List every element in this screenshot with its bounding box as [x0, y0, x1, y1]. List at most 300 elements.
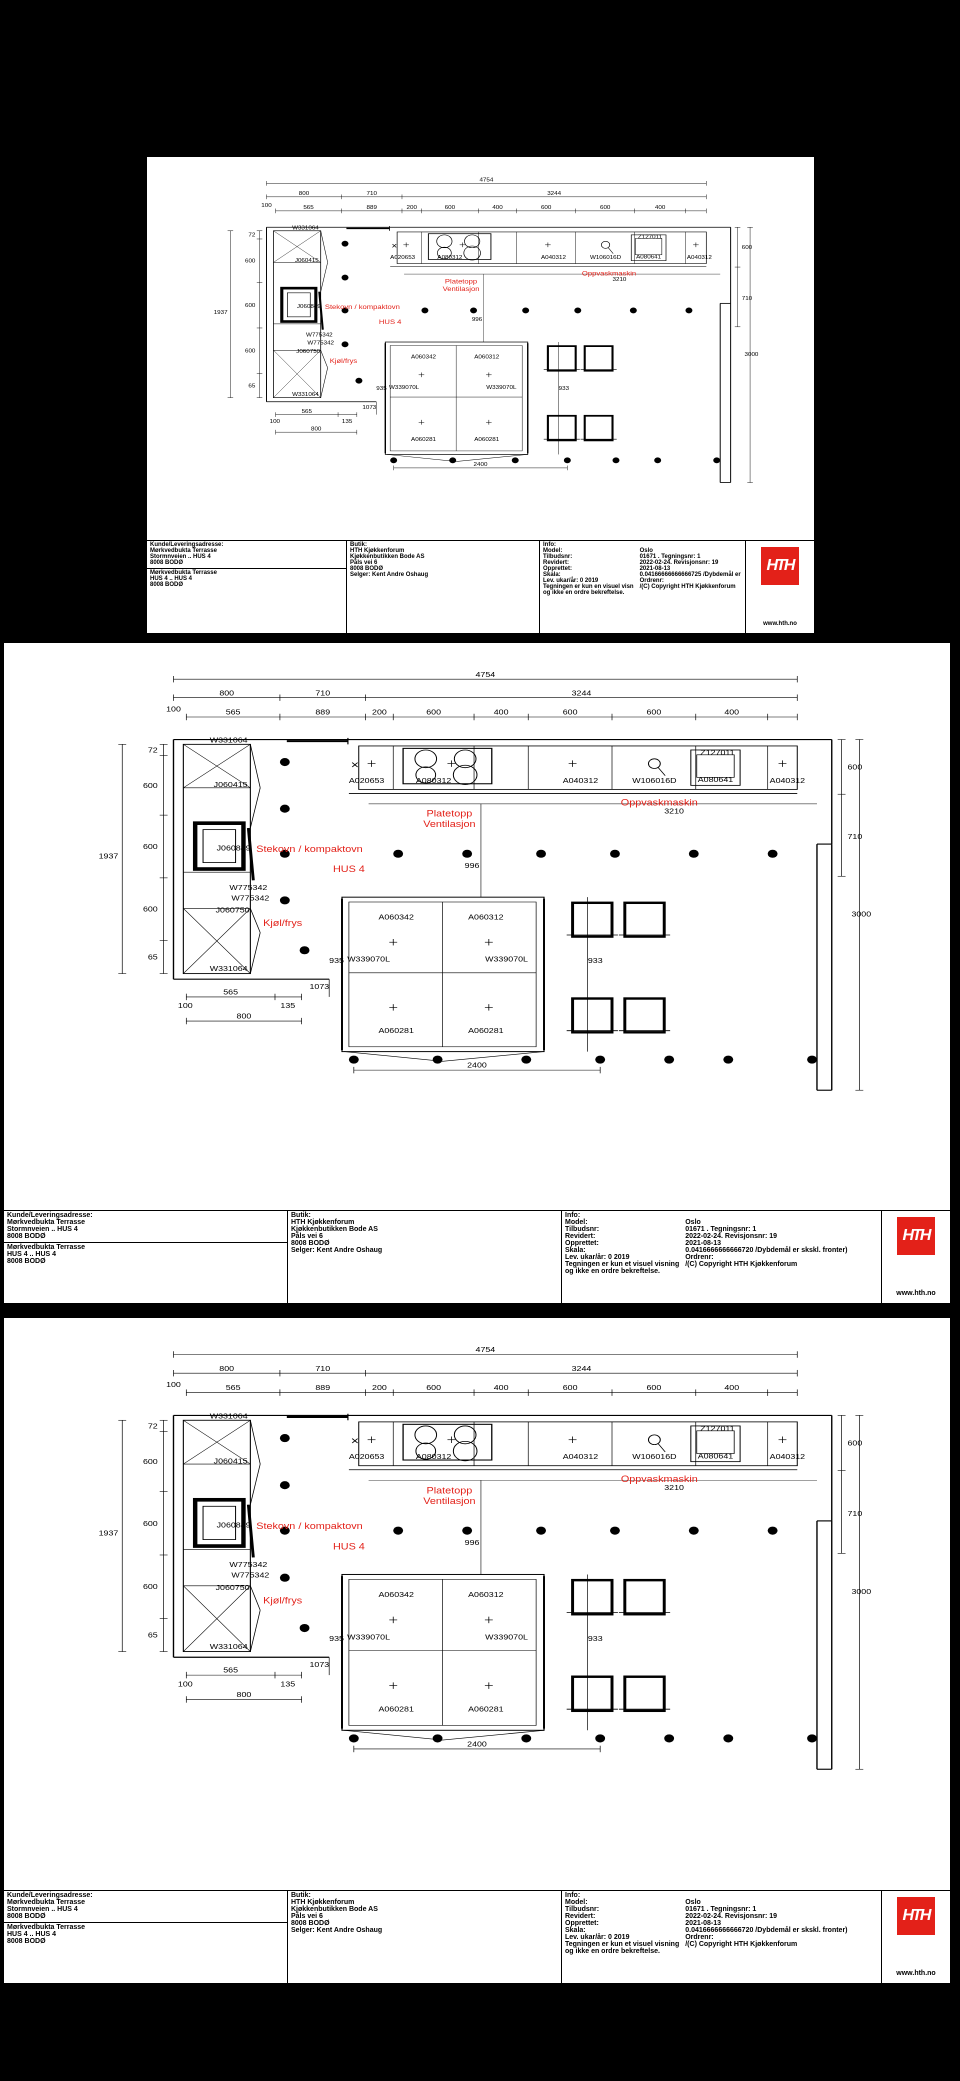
tall-cabinet-column	[183, 1420, 260, 1651]
dim-left-offset: 100	[166, 1380, 181, 1389]
cabinet-code-j060750: J060750	[296, 349, 321, 355]
dim-left-chain: 600	[142, 781, 158, 790]
cabinet-code-a040312: A040312	[686, 255, 712, 261]
dim-bottom-135: 135	[341, 419, 353, 425]
cabinet-code-a020653: A020653	[348, 776, 385, 785]
cabinet-code-w106016d: W106016D	[589, 255, 622, 261]
info-value: 2022-02-24. Revisjonsnr: 19	[685, 1233, 778, 1240]
kitchen-floor-plan	[4, 1318, 950, 1878]
shop-line: HTH Kjøkkenforum	[291, 1219, 355, 1226]
customer-header: Kunde/Leveringsadresse:	[7, 1212, 93, 1219]
spotlight-marker	[807, 1056, 817, 1064]
cabinet-code-a080312: A080312	[437, 255, 463, 261]
cabinet-code-a080641: A080641	[697, 1452, 734, 1461]
spotlight-marker	[574, 307, 581, 313]
note-stekovn: Stekovn / kompaktovn	[256, 1521, 363, 1532]
drawing-sheet-2	[4, 643, 950, 1303]
spotlight-marker	[462, 1527, 472, 1535]
shop-line: HTH Kjøkkenforum	[350, 548, 405, 554]
dim-bottom-565: 565	[301, 409, 313, 415]
note-kjol: Kjøl/frys	[329, 358, 358, 365]
dim-right-upper: 600	[847, 1439, 863, 1448]
cabinet-code-w339070l: W339070L	[347, 1633, 391, 1642]
dim-1073: 1073	[309, 982, 330, 991]
svg-text:×: ×	[391, 241, 398, 251]
info-label: Tegningen er kun en visuel visn	[543, 584, 634, 590]
customer-line: 8008 BODØ	[150, 560, 184, 566]
spotlight-marker	[713, 457, 720, 463]
delivery-line: Mørkvedbukta Terrasse	[150, 570, 217, 576]
dim-left-chain: 72	[147, 746, 158, 755]
cabinet-code-a060312: A060312	[468, 1590, 504, 1599]
spotlight-marker	[807, 1734, 817, 1742]
dim-top-modules: 400	[724, 708, 740, 717]
spotlight-marker	[280, 1481, 290, 1489]
delivery-line: Mørkvedbukta Terrasse	[7, 1244, 86, 1251]
cabinet-code-w106016d: W106016D	[632, 776, 677, 785]
spotlight-marker	[723, 1734, 733, 1742]
spotlight-marker	[613, 457, 620, 463]
note-platetopp: Platetopp	[444, 278, 478, 286]
info-value: 0.0416666666666720 /Dybdemål er skskl. fronter)	[685, 1247, 848, 1254]
delivery-line: HUS 4 .. HUS 4	[7, 1251, 57, 1258]
dim-top-modules: 600	[562, 708, 578, 717]
cabinet-code-j060849: J060849	[216, 1521, 251, 1530]
cabinet-code-a060312: A060312	[474, 354, 500, 361]
shop-line: Selger: Kent Andre Oshaug	[350, 572, 429, 578]
cabinet-code-a040312: A040312	[540, 255, 566, 261]
cabinet-code-w339070l: W339070L	[388, 385, 420, 391]
spotlight-marker	[521, 1056, 531, 1064]
info-value: Oslo	[639, 548, 653, 554]
hth-logo	[897, 1897, 935, 1935]
dim-top-modules: 600	[444, 205, 456, 211]
cabinet-code-a020653: A020653	[390, 255, 416, 261]
spotlight-marker	[433, 1056, 443, 1064]
dim-top-modules: 889	[315, 708, 331, 717]
dim-right-upper: 600	[847, 763, 863, 772]
spotlight-marker	[300, 946, 310, 954]
delivery-line: Mørkvedbukta Terrasse	[7, 1924, 86, 1931]
cabinet-code-j060849: J060849	[296, 304, 321, 310]
shop-header: Butik:	[291, 1892, 311, 1899]
cabinet-code-a060312: A060312	[468, 913, 504, 922]
info-value: 2021-08-13	[639, 566, 671, 572]
dim-left-chain: 600	[142, 1582, 158, 1591]
dim-right-total: 3000	[851, 910, 872, 919]
dim-top-modules: 600	[426, 1383, 442, 1393]
delivery-line: HUS 4 .. HUS 4	[7, 1931, 57, 1938]
cabinet-code-a060281: A060281	[468, 1705, 504, 1714]
cabinet-code-a060342: A060342	[378, 1590, 414, 1599]
info-label: Lev. ukar/år: 0 2019	[543, 578, 599, 584]
drawing-sheet-3	[4, 1318, 950, 1983]
dim-bottom-565: 565	[223, 1666, 239, 1675]
dim-top-modules: 600	[562, 1383, 578, 1393]
cabinet-code-w775342: W775342	[231, 1571, 270, 1580]
spotlight-marker	[462, 850, 472, 858]
dim-island-right: 933	[587, 1634, 603, 1643]
dim-left-chain: 72	[147, 1422, 158, 1431]
customer-line: Mørkvedbukta Terrasse	[150, 548, 217, 554]
dim-bottom-800: 800	[236, 1690, 252, 1699]
dim-top-modules: 565	[303, 205, 314, 211]
note-kjol: Kjøl/frys	[263, 918, 303, 929]
shop-line: 8008 BODØ	[291, 1920, 330, 1927]
note-hus: HUS 4	[332, 865, 365, 875]
drawing-sheet-1	[147, 157, 814, 633]
info-value: /(C) Copyright HTH Kjøkkenforum	[639, 584, 736, 590]
cabinet-code-w331064: W331064	[209, 1642, 248, 1651]
dim-left-chain: 65	[147, 953, 158, 962]
dim-island-left: 935	[329, 1634, 344, 1643]
customer-column	[147, 541, 347, 633]
customer-header: Kunde/Leveringsadresse:	[150, 542, 224, 548]
svg-text:×: ×	[350, 758, 359, 772]
customer-line: Mørkvedbukta Terrasse	[7, 1899, 86, 1906]
spotlight-marker	[521, 1734, 531, 1742]
spotlight-marker	[768, 850, 778, 858]
dim-right-total: 3000	[744, 352, 759, 358]
cabinet-code-w775342: W775342	[231, 894, 270, 903]
spotlight-marker	[393, 1527, 403, 1535]
spotlight-marker	[768, 1527, 778, 1535]
cabinet-code-a080641: A080641	[697, 775, 734, 784]
title-block	[4, 1890, 950, 1983]
note-oppvaskmaskin: Oppvaskmaskin	[620, 798, 698, 809]
info-value: 01671 . Tegningsnr: 1	[639, 554, 701, 560]
delivery-line: HUS 4 .. HUS 4	[150, 576, 193, 582]
cabinet-code-w339070l: W339070L	[485, 955, 528, 964]
dim-top-modules: 200	[372, 1383, 387, 1393]
info-label: Model:	[565, 1219, 588, 1226]
spotlight-marker	[610, 1527, 620, 1535]
cabinet-code-j060415: J060415	[213, 1456, 248, 1466]
note-hus: HUS 4	[378, 319, 402, 326]
delivery-line: 8008 BODØ	[7, 1258, 46, 1265]
dim-total-width: 4754	[475, 670, 496, 679]
shop-line: 8008 BODØ	[291, 1240, 330, 1247]
hth-logo	[761, 547, 799, 585]
dim-total-width: 4754	[479, 177, 494, 184]
customer-line: Stormnveien .. HUS 4	[7, 1906, 78, 1913]
tall-cabinet-column	[273, 231, 327, 398]
customer-line: 8008 BODØ	[7, 1233, 46, 1240]
delivery-line: 8008 BODØ	[7, 1938, 46, 1945]
dim-right-mid: 710	[741, 296, 753, 302]
dim-top-split: 800	[219, 1364, 235, 1373]
info-label: Tilbudsnr:	[565, 1906, 600, 1913]
spotlight-marker	[512, 457, 519, 463]
logo-text: HTH	[902, 1227, 930, 1244]
info-label: Skala:	[565, 1927, 586, 1934]
shop-line: Selger: Kent Andre Oshaug	[291, 1247, 383, 1254]
note-oppvaskmaskin: Oppvaskmaskin	[620, 1474, 698, 1485]
cabinet-code-j060750: J060750	[215, 906, 250, 915]
info-label: Lev. ukar/år: 0 2019	[565, 1254, 630, 1261]
dim-top-split: 3244	[571, 1364, 592, 1373]
spotlight-marker	[421, 307, 428, 313]
info-label: Revidert:	[543, 560, 570, 566]
dim-top-modules: 200	[406, 205, 417, 211]
info-value: 2021-08-13	[685, 1240, 722, 1247]
dim-1073: 1073	[309, 1660, 330, 1669]
note-ventilasjon: Ventilasjon	[442, 286, 480, 293]
dim-left-chain: 600	[244, 258, 256, 265]
kitchen-island	[385, 342, 527, 461]
spotlight-marker	[342, 241, 349, 247]
spotlight-marker	[433, 1734, 443, 1742]
dim-island-total: 2400	[467, 1740, 487, 1749]
cabinet-code-j060415: J060415	[294, 258, 319, 264]
spotlight-marker	[355, 378, 362, 384]
shop-header: Butik:	[291, 1212, 311, 1219]
dim-island-right: 933	[587, 956, 603, 965]
info-header: Info:	[565, 1212, 581, 1219]
website: www.hth.no	[763, 621, 797, 627]
spotlight-marker	[470, 307, 477, 313]
note-platetopp: Platetopp	[426, 809, 473, 820]
dim-bottom-800: 800	[310, 426, 322, 433]
shop-line: Kjøkkenbutikken Bode AS	[291, 1226, 378, 1233]
info-label: og ikke en ordre bekreftelse.	[565, 1268, 660, 1275]
dim-top-modules: 600	[646, 708, 662, 717]
chairs	[544, 346, 617, 440]
spotlight-marker	[689, 850, 699, 858]
cabinet-code-w331064: W331064	[209, 1412, 248, 1421]
info-label: Model:	[543, 548, 563, 554]
cabinet-code-w775342: W775342	[229, 883, 268, 892]
dim-left-chain: 600	[244, 303, 256, 309]
dim-island-left: 935	[376, 386, 387, 392]
cabinet-code-a080312: A080312	[415, 1452, 452, 1462]
info-value: 2022-02-24. Revisjonsnr: 19	[639, 560, 719, 566]
dim-3210: 3210	[664, 807, 684, 816]
dim-island-right: 933	[558, 386, 570, 392]
cabinet-code-a040312: A040312	[562, 1452, 599, 1462]
dim-bottom-800: 800	[236, 1012, 252, 1021]
cabinet-code-a040312: A040312	[769, 1452, 806, 1462]
dim-left-chain: 600	[142, 905, 158, 914]
dim-bottom-offset: 100	[177, 1001, 193, 1010]
shop-line: 8008 BODØ	[350, 566, 384, 572]
spotlight-marker	[342, 275, 349, 281]
cabinet-code-a060281: A060281	[378, 1026, 414, 1035]
dim-top-modules: 400	[493, 708, 509, 717]
info-value: /(C) Copyright HTH Kjøkkenforum	[685, 1941, 798, 1948]
dim-top-modules: 600	[600, 205, 611, 211]
cabinet-code-w339070l: W339070L	[347, 955, 391, 964]
spotlight-marker	[280, 758, 290, 766]
shop-line: Påls vei 6	[291, 1913, 323, 1920]
dim-top-modules: 889	[366, 205, 377, 211]
dim-top-modules: 600	[540, 205, 552, 211]
cabinet-code-w775342: W775342	[305, 333, 333, 339]
dim-bottom-135: 135	[280, 1680, 296, 1689]
cabinet-code-a060342: A060342	[411, 354, 437, 361]
info-value: 01671 . Tegningsnr: 1	[685, 1906, 757, 1913]
dim-top-modules: 200	[372, 708, 387, 717]
dim-right-mid: 710	[847, 833, 863, 842]
info-label: Opprettet:	[565, 1240, 599, 1247]
dim-left-chain: 65	[147, 1631, 158, 1640]
dim-996: 996	[464, 861, 480, 871]
chairs	[567, 903, 670, 1033]
tall-cabinet-column	[183, 744, 260, 973]
info-label: Revidert:	[565, 1913, 596, 1920]
info-label: Opprettet:	[543, 566, 572, 572]
shop-line: Påls vei 6	[291, 1233, 323, 1240]
info-column	[540, 541, 746, 633]
cabinet-code-w339070l: W339070L	[486, 385, 517, 391]
cabinet-code-w331064: W331064	[209, 964, 248, 973]
dim-left-chain: 600	[244, 348, 256, 355]
info-label: Lev. ukar/år: 0 2019	[565, 1934, 630, 1941]
cabinet-code-z127011: Z127011	[700, 1424, 735, 1433]
info-label: Skala:	[565, 1247, 586, 1254]
cabinet-code-a060281: A060281	[468, 1026, 504, 1035]
cabinet-code-z127011: Z127011	[700, 748, 735, 757]
info-label: Tilbudsnr:	[565, 1226, 600, 1233]
cabinet-code-w106016d: W106016D	[632, 1452, 677, 1462]
spotlight-marker	[536, 850, 546, 858]
spotlight-marker	[630, 307, 637, 313]
info-value: Oslo	[685, 1899, 701, 1906]
dim-top-split: 710	[315, 1364, 331, 1373]
dim-top-modules: 565	[225, 1383, 241, 1393]
cabinet-code-a080641: A080641	[636, 254, 662, 261]
spotlight-marker	[595, 1734, 605, 1742]
info-label: Skala:	[543, 572, 561, 578]
customer-line: Stormnveien .. HUS 4	[150, 554, 211, 560]
cabinet-code-a060281: A060281	[474, 437, 500, 443]
spotlight-marker	[300, 1624, 310, 1632]
cabinet-code-a060281: A060281	[378, 1705, 414, 1714]
cabinet-code-j060415: J060415	[213, 780, 248, 789]
info-value: 0.0416666666666720 /Dybdemål er skskl. fronter)	[685, 1927, 848, 1934]
spotlight-marker	[664, 1734, 674, 1742]
info-value: 0.04166666666666725 /Dybdemål er	[639, 572, 741, 578]
dim-top-modules: 400	[492, 205, 503, 211]
cabinet-code-j060750: J060750	[215, 1583, 250, 1592]
shop-column	[347, 541, 540, 633]
info-column	[562, 1211, 882, 1303]
info-label: Tegningen er kun et visuel visning	[565, 1261, 680, 1268]
dim-left-chain: 600	[142, 842, 158, 851]
shop-line: HTH Kjøkkenforum	[291, 1899, 355, 1906]
dim-left-chain: 72	[248, 232, 256, 239]
customer-line: Stormnveien .. HUS 4	[7, 1226, 78, 1233]
dim-island-left: 935	[329, 956, 344, 965]
dim-right-mid: 710	[847, 1509, 863, 1518]
dim-left-total: 1937	[98, 852, 119, 861]
note-ventilasjon: Ventilasjon	[423, 820, 476, 830]
spotlight-marker	[564, 457, 571, 463]
cabinet-code-z127011: Z127011	[637, 234, 663, 241]
cabinet-code-a020653: A020653	[348, 1452, 385, 1462]
info-value: Ordrenr:	[685, 1934, 714, 1941]
spotlight-marker	[342, 341, 349, 347]
logo-text: HTH	[766, 557, 794, 574]
dim-total-width: 4754	[475, 1345, 496, 1354]
info-value: 2021-08-13	[685, 1920, 722, 1927]
info-value: Ordrenr:	[639, 578, 664, 584]
shop-column	[288, 1891, 562, 1983]
customer-header: Kunde/Leveringsadresse:	[7, 1892, 93, 1899]
customer-line: 8008 BODØ	[7, 1913, 46, 1920]
note-platetopp: Platetopp	[426, 1486, 473, 1497]
info-value: Ordrenr:	[685, 1254, 714, 1261]
dim-top-modules: 600	[646, 1383, 662, 1393]
dim-top-split: 3244	[571, 689, 592, 698]
dim-top-modules: 600	[426, 708, 442, 717]
info-value: /(C) Copyright HTH Kjøkkenforum	[685, 1261, 798, 1268]
cabinet-code-w331064: W331064	[209, 736, 248, 745]
spotlight-marker	[349, 1734, 359, 1742]
shop-line: Kjøkkenbutikken Bode AS	[350, 554, 425, 560]
title-block	[147, 540, 814, 633]
shop-column	[288, 1211, 562, 1303]
spotlight-marker	[664, 1056, 674, 1064]
website: www.hth.no	[896, 1290, 936, 1297]
note-oppvaskmaskin: Oppvaskmaskin	[581, 270, 637, 278]
cabinet-code-j060849: J060849	[216, 844, 251, 853]
spotlight-marker	[689, 1527, 699, 1535]
dim-3210: 3210	[664, 1483, 684, 1492]
dim-996: 996	[464, 1538, 480, 1548]
spotlight-marker	[393, 850, 403, 858]
cabinet-code-w331064: W331064	[292, 392, 319, 398]
kitchen-floor-plan	[4, 643, 950, 1198]
hth-logo	[897, 1217, 935, 1255]
chairs	[567, 1580, 670, 1711]
dim-top-split: 710	[315, 689, 331, 698]
dim-left-total: 1937	[213, 310, 228, 316]
dim-left-chain: 600	[142, 1519, 158, 1528]
note-stekovn: Stekovn / kompaktovn	[324, 304, 400, 312]
info-value: 2022-02-24. Revisjonsnr: 19	[685, 1913, 778, 1920]
website: www.hth.no	[896, 1970, 936, 1977]
kitchen-island	[342, 897, 544, 1061]
svg-text:×: ×	[350, 1434, 359, 1448]
dim-top-split: 710	[366, 191, 377, 197]
dim-top-split: 800	[219, 689, 235, 698]
dim-island-total: 2400	[467, 1061, 487, 1070]
spotlight-marker	[349, 1056, 359, 1064]
info-label: og ikke en ordre bekreftelse.	[543, 590, 625, 596]
spotlight-marker	[449, 457, 456, 463]
spotlight-marker	[654, 457, 661, 463]
dim-top-modules: 565	[225, 708, 241, 717]
customer-column	[4, 1891, 288, 1983]
dim-bottom-offset: 100	[269, 419, 281, 425]
cabinet-code-a060342: A060342	[378, 913, 414, 922]
info-label: Model:	[565, 1899, 588, 1906]
dim-1073: 1073	[362, 405, 377, 411]
shop-line: Selger: Kent Andre Oshaug	[291, 1927, 383, 1934]
info-value: Oslo	[685, 1219, 701, 1226]
spotlight-marker	[595, 1056, 605, 1064]
spotlight-marker	[280, 896, 290, 904]
dim-left-total: 1937	[98, 1529, 119, 1538]
dim-right-total: 3000	[851, 1587, 872, 1596]
customer-line: Mørkvedbukta Terrasse	[7, 1219, 86, 1226]
dim-top-modules: 400	[654, 205, 666, 211]
shop-header: Butik:	[350, 542, 367, 548]
spotlight-marker	[610, 850, 620, 858]
kitchen-island	[342, 1574, 544, 1740]
dim-island-total: 2400	[473, 462, 488, 468]
